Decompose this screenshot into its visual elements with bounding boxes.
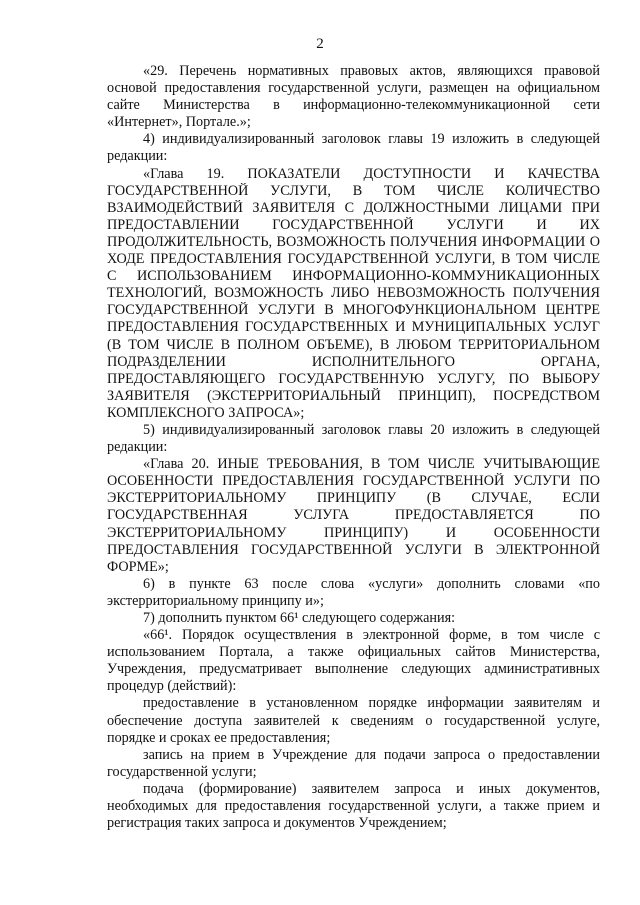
text-line: государственной услуги; <box>107 763 257 780</box>
text-line: ЭКСТЕРРИТОРИАЛЬНОМУ ПРИНЦИПУ (В СЛУЧАЕ, ЕСЛИ <box>107 490 600 507</box>
text-line: использованием Портала, а также официальных сайтов Министерства, <box>107 644 600 661</box>
text-line: «Глава 20. ИНЫЕ ТРЕБОВАНИЯ, В ТОМ ЧИСЛЕ УЧИТЫВАЮЩИЕ <box>143 456 600 473</box>
text-line: ГОСУДАРСТВЕННАЯ УСЛУГА ПРЕДОСТАВЛЯЕТСЯ ПО <box>107 507 600 524</box>
text-line: процедур (действий): <box>107 678 237 695</box>
text-line: редакции: <box>107 148 168 165</box>
text-line: ЗАЯВИТЕЛЯ (ЭКСТЕРРИТОРИАЛЬНЫЙ ПРИНЦИП), ПОСРЕДСТВОМ <box>107 387 600 404</box>
page-number: 2 <box>316 36 324 52</box>
text-line: 4) индивидуализированный заголовок главы 19 изложить в следующей <box>143 131 600 148</box>
text-line: Учреждения, предусматривает выполнение следующих административных <box>107 661 600 678</box>
text-line: ВЗАИМОДЕЙСТВИЙ ЗАЯВИТЕЛЯ С ДОЛЖНОСТНЫМИ ЛИЦАМИ ПРИ <box>107 199 600 216</box>
text-line: ПРЕДОСТАВЛЕНИЯ ГОСУДАРСТВЕННЫХ И МУНИЦИПАЛЬНЫХ УСЛУГ <box>107 319 600 336</box>
text-line: ПРОДОЛЖИТЕЛЬНОСТЬ, ВОЗМОЖНОСТЬ ПОЛУЧЕНИЯ ИНФОРМАЦИИ О <box>107 233 600 250</box>
text-line: подача (формирование) заявителем запроса и иных документов, <box>143 780 600 797</box>
text-line: основой предоставления государственной услуги, размещен на официальном <box>107 80 600 97</box>
text-line: «66¹. Порядок осуществления в электронной форме, в том числе с <box>143 627 600 644</box>
text-line: обеспечение доступа заявителей к сведениям о государственной услуге, <box>107 712 600 729</box>
text-line: ГОСУДАРСТВЕННОЙ УСЛУГИ В МНОГОФУНКЦИОНАЛЬНОМ ЦЕНТРЕ <box>107 302 600 319</box>
text-line: ПОДРАЗДЕЛЕНИИ ИСПОЛНИТЕЛЬНОГО ОРГАНА, <box>107 353 600 370</box>
text-line: экстерриториальному принципу и»; <box>107 592 324 609</box>
text-line: «Глава 19. ПОКАЗАТЕЛИ ДОСТУПНОСТИ И КАЧЕСТВА <box>143 165 600 182</box>
document-body <box>107 63 600 832</box>
text-line: «29. Перечень нормативных правовых актов, являющихся правовой <box>143 63 600 79</box>
text-line: необходимых для предоставления государственной услуги, а также прием и <box>107 798 600 815</box>
text-line: «Интернет», Портале.»; <box>107 114 251 131</box>
text-line: ПРЕДОСТАВЛЯЮЩЕГО ГОСУДАРСТВЕННУЮ УСЛУГУ, ПО ВЫБОРУ <box>107 370 600 387</box>
text-line: ОСОБЕННОСТИ ПРЕДОСТАВЛЕНИЯ ГОСУДАРСТВЕННОЙ УСЛУГИ ПО <box>107 473 600 490</box>
text-line: ГОСУДАРСТВЕННОЙ УСЛУГИ, В ТОМ ЧИСЛЕ КОЛИЧЕСТВО <box>107 182 600 199</box>
text-line: редакции: <box>107 439 168 456</box>
text-line: ЭКСТЕРРИТОРИАЛЬНОМУ ПРИНЦИПУ) И ОСОБЕННОСТИ <box>107 524 600 541</box>
text-line: предоставление в установленном порядке информации заявителям и <box>143 695 600 712</box>
text-line: запись на прием в Учреждение для подачи запроса о предоставлении <box>143 746 600 763</box>
text-line: сайте Министерства в информационно-телекоммуникационной сети <box>107 97 600 114</box>
text-line: регистрация таких запроса и документов Учреждением; <box>107 815 447 832</box>
text-line: 5) индивидуализированный заголовок главы 20 изложить в следующей <box>143 421 600 438</box>
text-line: С ИСПОЛЬЗОВАНИЕМ ИНФОРМАЦИОННО-КОММУНИКАЦИОННЫХ <box>107 268 600 285</box>
text-line: ХОДЕ ПРЕДОСТАВЛЕНИЯ ГОСУДАРСТВЕННОЙ УСЛУГИ, В ТОМ ЧИСЛЕ <box>107 251 600 268</box>
text-line: 6) в пункте 63 после слова «услуги» дополнить словами «по <box>143 575 600 592</box>
text-line: ТЕХНОЛОГИЙ, ВОЗМОЖНОСТЬ ЛИБО НЕВОЗМОЖНОСТЬ ПОЛУЧЕНИЯ <box>107 285 600 302</box>
text-line: ПРЕДОСТАВЛЕНИЯ ГОСУДАРСТВЕННОЙ УСЛУГИ В ЭЛЕКТРОННОЙ <box>107 541 600 558</box>
text-line: ПРЕДОСТАВЛЕНИИ ГОСУДАРСТВЕННОЙ УСЛУГИ И ИХ <box>107 216 600 233</box>
text-line: КОМПЛЕКСНОГО ЗАПРОСА»; <box>107 404 305 421</box>
text-line: (В ТОМ ЧИСЛЕ В ПОЛНОМ ОБЪЕМЕ), В ЛЮБОМ ТЕРРИТОРИАЛЬНОМ <box>107 336 600 353</box>
text-line: ФОРМЕ»; <box>107 558 169 575</box>
text-line: порядке и сроках ее предоставления; <box>107 729 331 746</box>
text-line: 7) дополнить пунктом 66¹ следующего содержания: <box>143 610 456 626</box>
